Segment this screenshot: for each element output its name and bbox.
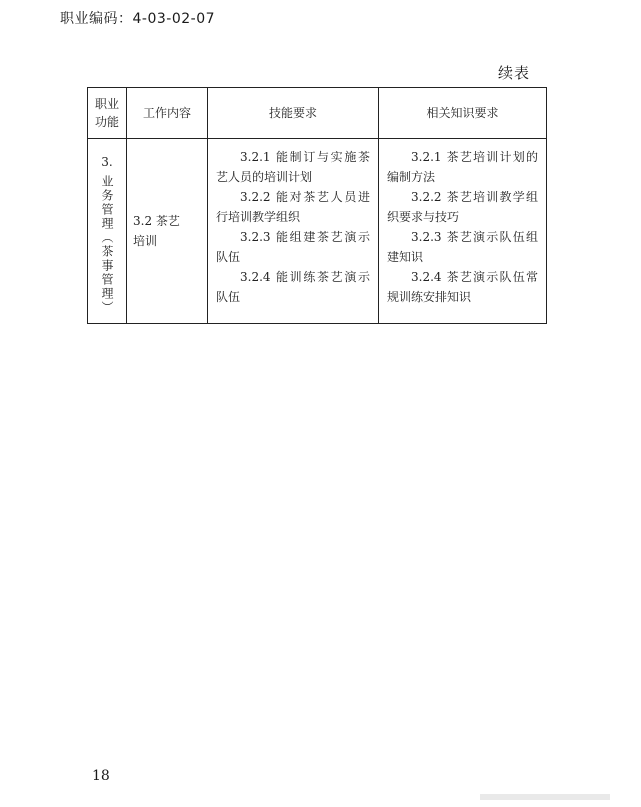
watermark-strip (480, 794, 610, 800)
knowledge-item: 3.2.4 茶艺演示队伍常规训练安排知识 (387, 270, 538, 304)
header-function (88, 88, 127, 139)
knowledge-item: 3.2.1 茶艺培训计划的编制方法 (387, 150, 538, 184)
function-cell (88, 139, 127, 324)
occupation-code: 职业编码：4-03-02-07 (60, 11, 216, 27)
page-number: 18 (92, 768, 110, 784)
table-row (88, 139, 547, 324)
function-number: 3. (101, 155, 113, 169)
knowledge-item: 3.2.3 茶艺演示队伍组建知识 (387, 230, 538, 264)
work-content-line1: 3.2 茶艺 (133, 214, 180, 228)
skill-item: 3.2.4 能训练茶艺演示队伍 (216, 270, 370, 304)
work-content-cell (127, 139, 208, 324)
continued-label: 续表 (498, 64, 531, 82)
function-name: 业务管理（茶事管理） (100, 175, 114, 315)
header-function-line1: 职业 (94, 97, 119, 111)
requirements-table (87, 87, 547, 324)
skills-cell (208, 139, 379, 324)
knowledge-item: 3.2.2 茶艺培训教学组织要求与技巧 (387, 190, 538, 224)
header-skill-requirements: 技能要求 (208, 88, 379, 139)
header-knowledge-requirements: 相关知识要求 (379, 88, 547, 139)
skill-item: 3.2.2 能对茶艺人员进行培训教学组织 (216, 190, 370, 224)
knowledge-cell (379, 139, 547, 324)
header-function-line2: 功能 (94, 115, 119, 129)
header-work-content: 工作内容 (127, 88, 208, 139)
work-content-line2: 培训 (133, 234, 158, 248)
skill-item: 3.2.3 能组建茶艺演示队伍 (216, 230, 370, 264)
skill-item: 3.2.1 能制订与实施茶艺人员的培训计划 (216, 150, 370, 184)
table-header-row (88, 88, 547, 139)
